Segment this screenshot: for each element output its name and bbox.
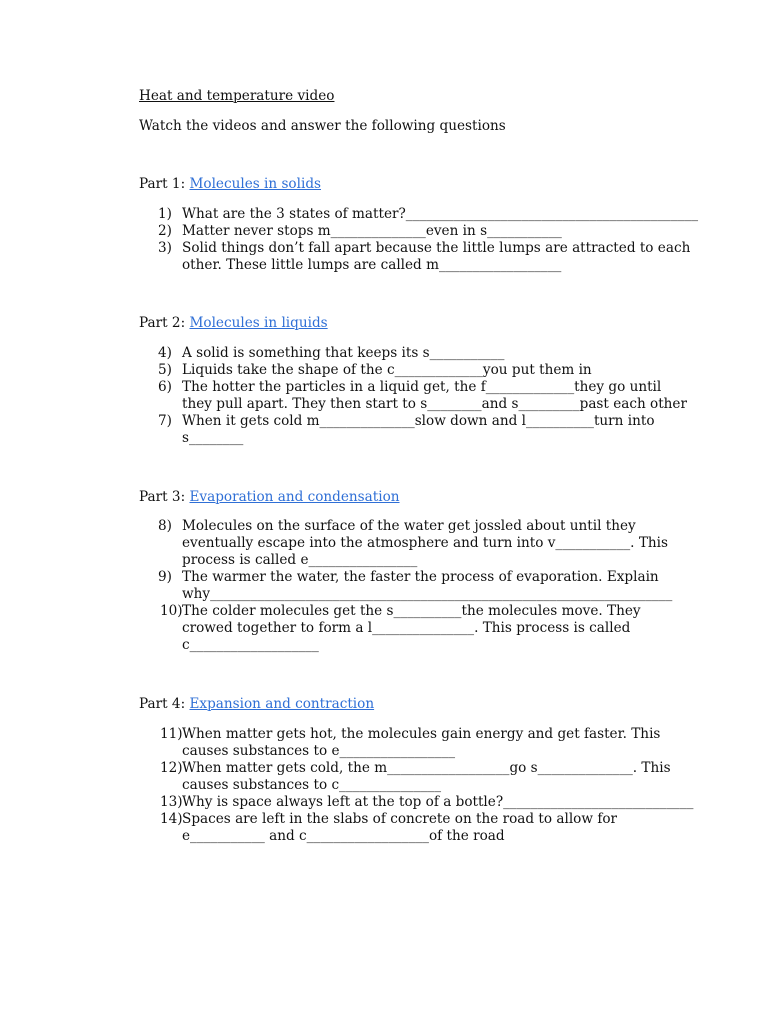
question-number: 8) xyxy=(158,518,172,534)
question-number: 2) xyxy=(158,223,172,239)
question-text: Molecules on the surface of the water get jossled about until they xyxy=(182,518,636,534)
question-number: 13) xyxy=(160,794,183,810)
question-text: crowed together to form a l_______________. This process is called xyxy=(182,620,631,636)
question-text: they pull apart. They then start to s________and s_________past each other xyxy=(182,396,687,412)
question-text: Liquids take the shape of the c_____________you put them in xyxy=(182,362,592,378)
question-text: e___________ and c__________________of the road xyxy=(182,828,505,844)
question-text: c___________________ xyxy=(182,637,319,653)
question-text: causes substances to e_________________ xyxy=(182,743,456,759)
page-title: Heat and temperature video xyxy=(139,88,335,104)
part-3-video-link[interactable]: Evaporation and condensation xyxy=(189,489,400,505)
part-label: Part 4: xyxy=(139,696,190,712)
question-text: why____________________________________________________________________ xyxy=(182,586,673,602)
instructions: Watch the videos and answer the following questions xyxy=(139,118,506,134)
question-text: When matter gets cold, the m__________________go s______________. This xyxy=(182,760,671,776)
question-number: 12) xyxy=(160,760,183,776)
question-number: 11) xyxy=(160,726,183,742)
part-4-heading xyxy=(139,696,374,713)
question-text: Why is space always left at the top of a bottle?____________________________ xyxy=(182,794,694,810)
question-text: When it gets cold m______________slow down and l__________turn into xyxy=(182,413,655,429)
question-number: 14) xyxy=(160,811,183,827)
question-number: 10) xyxy=(160,603,183,619)
question-text: Solid things don’t fall apart because the little lumps are attracted to each xyxy=(182,240,691,256)
part-3-heading xyxy=(139,489,400,506)
part-label: Part 1: xyxy=(139,176,190,192)
question-number: 7) xyxy=(158,413,172,429)
question-number: 9) xyxy=(158,569,172,585)
question-text: A solid is something that keeps its s___________ xyxy=(182,345,505,361)
question-number: 6) xyxy=(158,379,172,395)
question-text: The warmer the water, the faster the process of evaporation. Explain xyxy=(182,569,659,585)
part-1-heading xyxy=(139,176,321,193)
part-label: Part 3: xyxy=(139,489,190,505)
part-2-heading xyxy=(139,315,328,332)
question-text: The colder molecules get the s__________the molecules move. They xyxy=(182,603,641,619)
question-text: other. These little lumps are called m__________________ xyxy=(182,257,562,273)
question-number: 1) xyxy=(158,206,172,222)
question-text: Spaces are left in the slabs of concrete on the road to allow for xyxy=(182,811,618,827)
part-2-video-link[interactable]: Molecules in liquids xyxy=(189,315,328,331)
question-text: process is called e________________ xyxy=(182,552,418,568)
question-text: eventually escape into the atmosphere and turn into v___________. This xyxy=(182,535,668,551)
part-4-video-link[interactable]: Expansion and contraction xyxy=(189,696,375,712)
question-text: What are the 3 states of matter?___________________________________________ xyxy=(182,206,699,222)
question-text: causes substances to c_______________ xyxy=(182,777,442,793)
question-number: 5) xyxy=(158,362,172,378)
part-1-video-link[interactable]: Molecules in solids xyxy=(189,176,321,192)
part-label: Part 2: xyxy=(139,315,190,331)
question-text: s________ xyxy=(182,430,244,446)
question-number: 3) xyxy=(158,240,172,256)
question-text: Matter never stops m______________even in s___________ xyxy=(182,223,562,239)
question-text: The hotter the particles in a liquid get, the f_____________they go until xyxy=(182,379,662,395)
question-text: When matter gets hot, the molecules gain energy and get faster. This xyxy=(182,726,661,742)
question-number: 4) xyxy=(158,345,172,361)
